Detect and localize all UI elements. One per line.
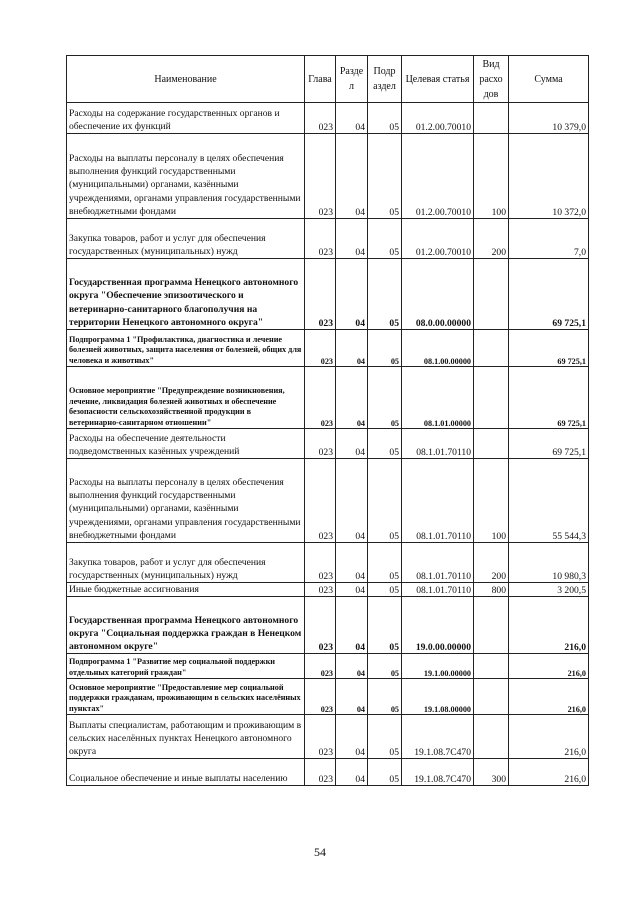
cell-kind: 200	[474, 543, 509, 583]
cell-subsection: 05	[368, 259, 402, 330]
cell-subsection: 05	[368, 103, 402, 134]
cell-subsection: 05	[368, 679, 402, 715]
col-header-sum: Сумма	[509, 56, 589, 103]
cell-target: 08.1.01.70110	[402, 459, 474, 543]
cell-name: Расходы на обеспечение деятельности подведомственных казённых учреждений	[67, 429, 305, 459]
cell-subsection: 05	[368, 330, 402, 367]
cell-section: 04	[336, 597, 368, 654]
cell-sum: 7,0	[509, 219, 589, 259]
cell-name: Закупка товаров, работ и услуг для обеспечения государственных (муниципальных) нужд	[67, 543, 305, 583]
cell-name: Подпрограмма 1 "Профилактика, диагностика и лечение болезней животных, защита населения от болезней, общих для человека и животных"	[67, 330, 305, 367]
cell-kind	[474, 597, 509, 654]
cell-chapter: 023	[305, 330, 336, 367]
cell-kind	[474, 103, 509, 134]
table-row	[67, 429, 589, 459]
table-row	[67, 219, 589, 259]
cell-name: Расходы на выплаты персоналу в целях обеспечения выполнения функций государственными (муниципальными) органами, казёнными учреждениями, органами управления государственными внебюджетными фондами	[67, 134, 305, 219]
cell-chapter: 023	[305, 103, 336, 134]
col-header-section: Разде л	[336, 56, 368, 103]
col-header-target: Целевая статья	[402, 56, 474, 103]
cell-subsection: 05	[368, 429, 402, 459]
budget-table	[66, 55, 589, 786]
page-number: 54	[314, 845, 326, 859]
cell-name: Выплаты специалистам, работающим и проживающим в сельских населённых пунктах Ненецкого автономного округа	[67, 715, 305, 759]
cell-chapter: 023	[305, 259, 336, 330]
table-row	[67, 597, 589, 654]
cell-subsection: 05	[368, 583, 402, 597]
cell-sum: 55 544,3	[509, 459, 589, 543]
cell-sum: 216,0	[509, 715, 589, 759]
header-row	[67, 56, 589, 103]
cell-subsection: 05	[368, 715, 402, 759]
cell-target: 19.1.08.7C470	[402, 715, 474, 759]
cell-name: Расходы на содержание государственных органов и обеспечение их функций	[67, 103, 305, 134]
table-row	[67, 330, 589, 367]
cell-kind: 100	[474, 459, 509, 543]
cell-chapter: 023	[305, 597, 336, 654]
cell-kind	[474, 367, 509, 429]
cell-subsection: 05	[368, 219, 402, 259]
cell-name: Государственная программа Ненецкого автономного округа "Обеспечение эпизоотического и ветеринарно-санитарного благополучия на территории Ненецкого автономного округа"	[67, 259, 305, 330]
cell-subsection: 05	[368, 367, 402, 429]
col-header-name: Наименование	[67, 56, 305, 103]
cell-target: 01.2.00.70010	[402, 219, 474, 259]
cell-kind: 100	[474, 134, 509, 219]
cell-kind	[474, 679, 509, 715]
cell-chapter: 023	[305, 759, 336, 786]
cell-kind: 800	[474, 583, 509, 597]
table-row	[67, 679, 589, 715]
cell-chapter: 023	[305, 459, 336, 543]
cell-name: Подпрограмма 1 "Развитие мер социальной поддержки отдельных категорий граждан"	[67, 654, 305, 679]
cell-target: 19.1.00.00000	[402, 654, 474, 679]
cell-target: 19.1.08.7C470	[402, 759, 474, 786]
cell-target: 08.1.01.70110	[402, 583, 474, 597]
cell-sum: 69 725,1	[509, 259, 589, 330]
cell-sum: 69 725,1	[509, 330, 589, 367]
cell-section: 04	[336, 543, 368, 583]
table-row	[67, 583, 589, 597]
cell-chapter: 023	[305, 367, 336, 429]
table-row	[67, 103, 589, 134]
cell-name: Иные бюджетные ассигнования	[67, 583, 305, 597]
cell-target: 08.1.01.70110	[402, 543, 474, 583]
cell-section: 04	[336, 259, 368, 330]
cell-subsection: 05	[368, 543, 402, 583]
cell-section: 04	[336, 219, 368, 259]
cell-subsection: 05	[368, 597, 402, 654]
table-row	[67, 459, 589, 543]
cell-sum: 10 980,3	[509, 543, 589, 583]
cell-section: 04	[336, 654, 368, 679]
cell-name: Закупка товаров, работ и услуг для обеспечения государственных (муниципальных) нужд	[67, 219, 305, 259]
table-row	[67, 367, 589, 429]
cell-section: 04	[336, 103, 368, 134]
cell-sum: 216,0	[509, 679, 589, 715]
cell-chapter: 023	[305, 543, 336, 583]
cell-chapter: 023	[305, 679, 336, 715]
cell-chapter: 023	[305, 654, 336, 679]
cell-subsection: 05	[368, 759, 402, 786]
table-row	[67, 715, 589, 759]
col-header-kind: Вид расхо дов	[474, 56, 509, 103]
cell-target: 01.2.00.70010	[402, 134, 474, 219]
cell-target: 19.1.08.00000	[402, 679, 474, 715]
cell-chapter: 023	[305, 134, 336, 219]
cell-kind	[474, 654, 509, 679]
cell-sum: 10 372,0	[509, 134, 589, 219]
cell-section: 04	[336, 459, 368, 543]
table-row	[67, 543, 589, 583]
cell-subsection: 05	[368, 459, 402, 543]
cell-kind: 300	[474, 759, 509, 786]
cell-section: 04	[336, 679, 368, 715]
cell-target: 19.0.00.00000	[402, 597, 474, 654]
cell-sum: 216,0	[509, 597, 589, 654]
table-row	[67, 759, 589, 786]
cell-section: 04	[336, 759, 368, 786]
col-header-subsection: Подр аздел	[368, 56, 402, 103]
cell-section: 04	[336, 330, 368, 367]
cell-name: Основное мероприятие "Предупреждение возникновения, лечение, ликвидация болезней животных и обеспечение безопасности сельскохозяйственной продукции в ветеринарно-санитарном отношении"	[67, 367, 305, 429]
cell-sum: 216,0	[509, 654, 589, 679]
cell-chapter: 023	[305, 429, 336, 459]
cell-target: 08.1.00.00000	[402, 330, 474, 367]
cell-kind	[474, 330, 509, 367]
cell-name: Государственная программа Ненецкого автономного округа "Социальная поддержка граждан в Ненецком автономном округе"	[67, 597, 305, 654]
cell-name: Расходы на выплаты персоналу в целях обеспечения выполнения функций государственными (муниципальными) органами, казёнными учреждениями, органами управления государственными внебюджетными фондами	[67, 459, 305, 543]
cell-target: 08.1.01.70110	[402, 429, 474, 459]
cell-name: Социальное обеспечение и иные выплаты населению	[67, 759, 305, 786]
cell-subsection: 05	[368, 134, 402, 219]
cell-chapter: 023	[305, 583, 336, 597]
cell-sum: 69 725,1	[509, 367, 589, 429]
cell-kind	[474, 715, 509, 759]
cell-chapter: 023	[305, 715, 336, 759]
cell-target: 01.2.00.70010	[402, 103, 474, 134]
cell-subsection: 05	[368, 654, 402, 679]
cell-target: 08.0.00.00000	[402, 259, 474, 330]
cell-sum: 3 200,5	[509, 583, 589, 597]
cell-name: Основное мероприятие "Предоставление мер социальной поддержки гражданам, проживающим в сельских населённых пунктах"	[67, 679, 305, 715]
cell-target: 08.1.01.00000	[402, 367, 474, 429]
cell-sum: 10 379,0	[509, 103, 589, 134]
cell-section: 04	[336, 715, 368, 759]
cell-sum: 216,0	[509, 759, 589, 786]
cell-section: 04	[336, 367, 368, 429]
cell-sum: 69 725,1	[509, 429, 589, 459]
table-row	[67, 654, 589, 679]
table-row	[67, 259, 589, 330]
cell-kind: 200	[474, 219, 509, 259]
table-row	[67, 134, 589, 219]
cell-chapter: 023	[305, 219, 336, 259]
cell-section: 04	[336, 583, 368, 597]
cell-kind	[474, 429, 509, 459]
cell-section: 04	[336, 429, 368, 459]
cell-kind	[474, 259, 509, 330]
col-header-chapter: Глава	[305, 56, 336, 103]
cell-section: 04	[336, 134, 368, 219]
